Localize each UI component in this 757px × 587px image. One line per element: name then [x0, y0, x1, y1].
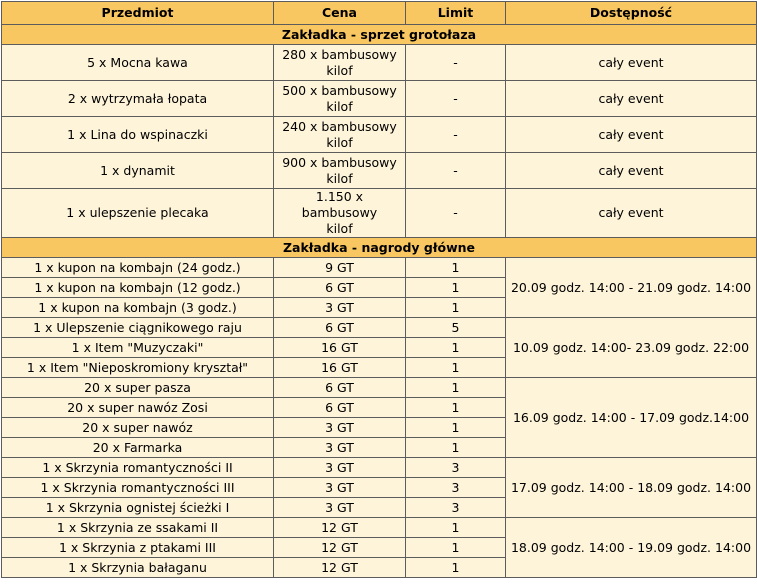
- table-row: [2, 117, 757, 153]
- table-row: [2, 518, 757, 538]
- limit-cell: 5: [406, 318, 506, 338]
- table-row: [2, 458, 757, 478]
- limit-cell: -: [406, 117, 506, 153]
- item-cell: 1 x kupon na kombajn (12 godz.): [2, 278, 274, 298]
- item-cell: 20 x super pasza: [2, 378, 274, 398]
- availability-cell: 10.09 godz. 14:00- 23.09 godz. 22:00: [506, 318, 757, 378]
- limit-cell: 1: [406, 378, 506, 398]
- availability-cell: cały event: [506, 153, 757, 189]
- availability-cell: 20.09 godz. 14:00 - 21.09 godz. 14:00: [506, 258, 757, 318]
- section-header: [2, 25, 757, 45]
- table-row: [2, 378, 757, 398]
- header-limit: Limit: [406, 2, 506, 25]
- header-price: Cena: [274, 2, 406, 25]
- item-cell: 20 x super nawóz Zosi: [2, 398, 274, 418]
- availability-cell: cały event: [506, 117, 757, 153]
- limit-cell: 1: [406, 438, 506, 458]
- item-cell: 20 x super nawóz: [2, 418, 274, 438]
- price-cell: 3 GT: [274, 498, 406, 518]
- price-cell: 3 GT: [274, 458, 406, 478]
- availability-cell: cały event: [506, 45, 757, 81]
- availability-cell: cały event: [506, 189, 757, 238]
- limit-cell: 1: [406, 278, 506, 298]
- item-cell: 1 x Skrzynia romantyczności III: [2, 478, 274, 498]
- limit-cell: 1: [406, 258, 506, 278]
- item-cell: 1 x Lina do wspinaczki: [2, 117, 274, 153]
- table-row: [2, 153, 757, 189]
- item-cell: 1 x Item "Muzyczaki": [2, 338, 274, 358]
- limit-cell: 3: [406, 498, 506, 518]
- price-cell: 12 GT: [274, 538, 406, 558]
- availability-cell: 18.09 godz. 14:00 - 19.09 godz. 14:00: [506, 518, 757, 578]
- rewards-table: [1, 1, 757, 578]
- header-item: Przedmiot: [2, 2, 274, 25]
- header-availability: Dostępność: [506, 2, 757, 25]
- limit-cell: -: [406, 153, 506, 189]
- limit-cell: 1: [406, 418, 506, 438]
- table-row: [2, 81, 757, 117]
- price-cell: 9 GT: [274, 258, 406, 278]
- item-cell: 1 x Item "Nieposkromiony kryształ": [2, 358, 274, 378]
- item-cell: 1 x ulepszenie plecaka: [2, 189, 274, 238]
- table-row: [2, 45, 757, 81]
- price-cell: 3 GT: [274, 418, 406, 438]
- price-cell: 16 GT: [274, 338, 406, 358]
- table-row: [2, 318, 757, 338]
- item-cell: 1 x Skrzynia romantyczności II: [2, 458, 274, 478]
- limit-cell: 3: [406, 458, 506, 478]
- availability-cell: cały event: [506, 81, 757, 117]
- limit-cell: 1: [406, 538, 506, 558]
- limit-cell: 3: [406, 478, 506, 498]
- item-cell: 1 x Skrzynia ze ssakami II: [2, 518, 274, 538]
- item-cell: 1 x dynamit: [2, 153, 274, 189]
- item-cell: 1 x Skrzynia bałaganu: [2, 558, 274, 578]
- item-cell: 20 x Farmarka: [2, 438, 274, 458]
- section-title: Zakładka - sprzet grotołaza: [2, 25, 757, 45]
- price-cell: 16 GT: [274, 358, 406, 378]
- item-cell: 5 x Mocna kawa: [2, 45, 274, 81]
- price-cell: 12 GT: [274, 558, 406, 578]
- price-cell: 3 GT: [274, 298, 406, 318]
- item-cell: 2 x wytrzymała łopata: [2, 81, 274, 117]
- limit-cell: -: [406, 189, 506, 238]
- price-cell: 6 GT: [274, 278, 406, 298]
- table-row: [2, 189, 757, 238]
- limit-cell: 1: [406, 518, 506, 538]
- item-cell: 1 x Ulepszenie ciągnikowego raju: [2, 318, 274, 338]
- price-cell: 900 x bambusowy kilof: [274, 153, 406, 189]
- price-cell: 6 GT: [274, 398, 406, 418]
- availability-cell: 16.09 godz. 14:00 - 17.09 godz.14:00: [506, 378, 757, 458]
- limit-cell: 1: [406, 398, 506, 418]
- price-cell: 1.150 x bambusowy kilof: [274, 189, 406, 238]
- limit-cell: -: [406, 45, 506, 81]
- section-header: [2, 238, 757, 258]
- table-row: [2, 258, 757, 278]
- price-cell: 6 GT: [274, 318, 406, 338]
- price-cell: 3 GT: [274, 438, 406, 458]
- price-cell: 500 x bambusowy kilof: [274, 81, 406, 117]
- availability-cell: 17.09 godz. 14:00 - 18.09 godz. 14:00: [506, 458, 757, 518]
- item-cell: 1 x Skrzynia z ptakami III: [2, 538, 274, 558]
- item-cell: 1 x kupon na kombajn (3 godz.): [2, 298, 274, 318]
- price-cell: 3 GT: [274, 478, 406, 498]
- price-cell: 6 GT: [274, 378, 406, 398]
- limit-cell: 1: [406, 558, 506, 578]
- limit-cell: 1: [406, 298, 506, 318]
- item-cell: 1 x Skrzynia ognistej ścieżki I: [2, 498, 274, 518]
- limit-cell: 1: [406, 338, 506, 358]
- price-cell: 12 GT: [274, 518, 406, 538]
- header-row: [2, 2, 757, 25]
- price-cell: 240 x bambusowy kilof: [274, 117, 406, 153]
- limit-cell: -: [406, 81, 506, 117]
- limit-cell: 1: [406, 358, 506, 378]
- item-cell: 1 x kupon na kombajn (24 godz.): [2, 258, 274, 278]
- price-cell: 280 x bambusowy kilof: [274, 45, 406, 81]
- section-title: Zakładka - nagrody główne: [2, 238, 757, 258]
